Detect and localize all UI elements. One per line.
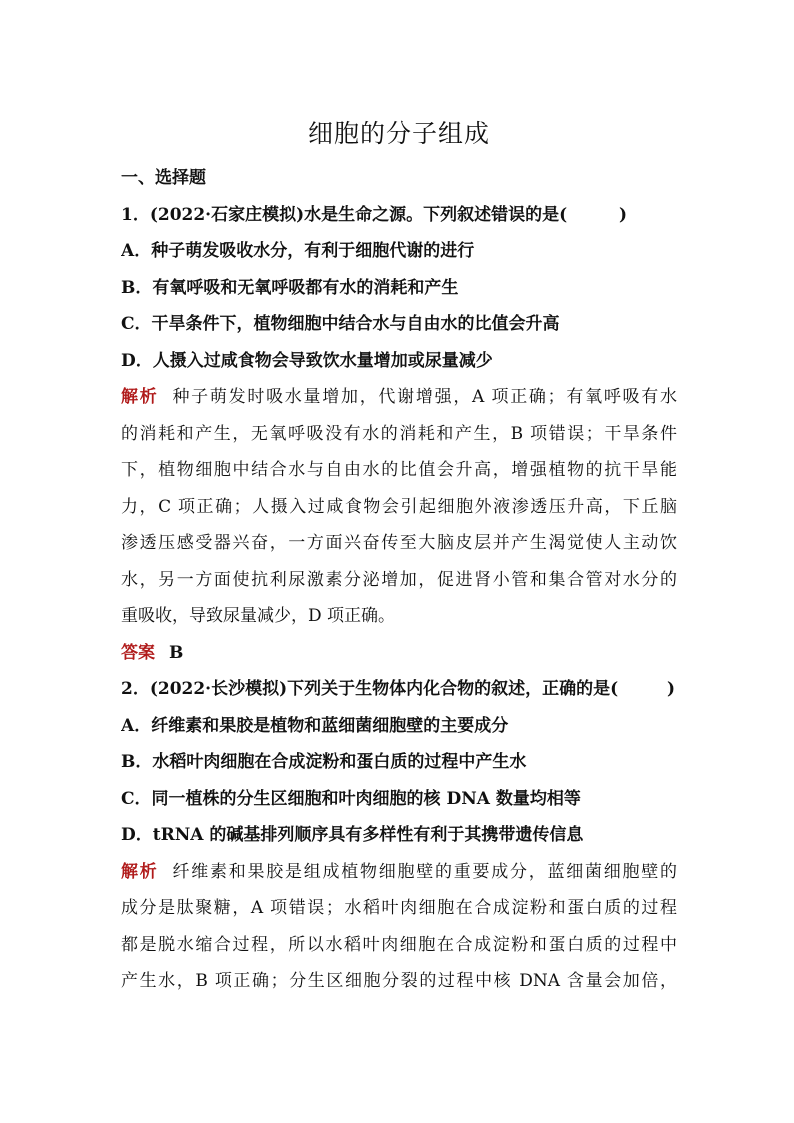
question-1-answer-blank: ) bbox=[618, 204, 627, 225]
question-1-stem bbox=[121, 197, 677, 234]
analysis-text: 种子萌发时吸水量增加，代谢增强，A 项正确；有氧呼吸有水 bbox=[172, 387, 677, 407]
question-1-analysis-line: 下，植物细胞中结合水与自由水的比值会升高，增强植物的抗干旱能 bbox=[121, 460, 677, 480]
answer-label: 答案 bbox=[121, 642, 155, 663]
section-heading: 一、选择题 bbox=[121, 168, 206, 188]
analysis-text: 纤维素和果胶是组成植物细胞壁的重要成分，蓝细菌细胞壁的 bbox=[172, 861, 677, 882]
question-2-option-b: B．水稻叶肉细胞在合成淀粉和蛋白质的过程中产生水 bbox=[121, 752, 527, 772]
question-2-stem bbox=[121, 671, 677, 708]
question-2-analysis-line: 成分是肽聚糖，A 项错误；水稻叶肉细胞在合成淀粉和蛋白质的过程 bbox=[121, 898, 677, 918]
question-2-analysis-line: 产生水，B 项正确；分生区细胞分裂的过程中核 DNA 含量会加倍， bbox=[121, 971, 677, 991]
question-1-analysis-line: 的消耗和产生，无氧呼吸没有水的消耗和产生，B 项错误；干旱条件 bbox=[121, 423, 677, 444]
question-1-analysis-line: 水，另一方面使抗利尿激素分泌增加，促进肾小管和集合管对水分的 bbox=[121, 569, 677, 590]
question-2-option-d: D．tRNA 的碱基排列顺序具有多样性有利于其携带遗传信息 bbox=[121, 825, 584, 845]
question-2-option-a: A．纤维素和果胶是植物和蓝细菌细胞壁的主要成分 bbox=[121, 715, 509, 736]
question-1-answer bbox=[121, 635, 677, 672]
question-1-stem-text: 1．(2022·石家庄模拟)水是生命之源。下列叙述错误的是( bbox=[121, 204, 568, 225]
question-1-option-a: A．种子萌发吸收水分，有利于细胞代谢的进行 bbox=[121, 241, 475, 261]
document-page bbox=[121, 112, 677, 1000]
question-1-analysis-line bbox=[121, 379, 677, 416]
question-1-option-d: D．人摄入过咸食物会导致饮水量增加或尿量减少 bbox=[121, 350, 493, 371]
question-2-analysis-line bbox=[121, 854, 677, 891]
question-2-stem-text: 2．(2022·长沙模拟)下列关于生物体内化合物的叙述，正确的是( bbox=[121, 679, 619, 699]
question-1-analysis-line: 重吸收，导致尿量减少，D 项正确。 bbox=[121, 606, 396, 626]
question-1-analysis-line: 渗透压感受器兴奋，一方面兴奋传至大脑皮层并产生渴觉使人主动饮 bbox=[121, 533, 677, 553]
analysis-label: 解析 bbox=[121, 387, 159, 407]
question-2-option-c: C．同一植株的分生区细胞和叶肉细胞的核 DNA 数量均相等 bbox=[121, 788, 581, 809]
question-1-analysis-line: 力，C 项正确；人摄入过咸食物会引起细胞外液渗透压升高，下丘脑 bbox=[121, 496, 677, 517]
page-title: 细胞的分子组成 bbox=[307, 119, 490, 148]
question-1-option-c: C．干旱条件下，植物细胞中结合水与自由水的比值会升高 bbox=[121, 314, 560, 334]
question-2-answer-blank: ) bbox=[666, 679, 675, 699]
question-1-option-b: B．有氧呼吸和无氧呼吸都有水的消耗和产生 bbox=[121, 277, 459, 298]
question-2-analysis-line: 都是脱水缩合过程，所以水稻叶肉细胞在合成淀粉和蛋白质的过程中 bbox=[121, 934, 677, 955]
answer-value: B bbox=[169, 642, 184, 663]
analysis-label: 解析 bbox=[121, 861, 159, 882]
